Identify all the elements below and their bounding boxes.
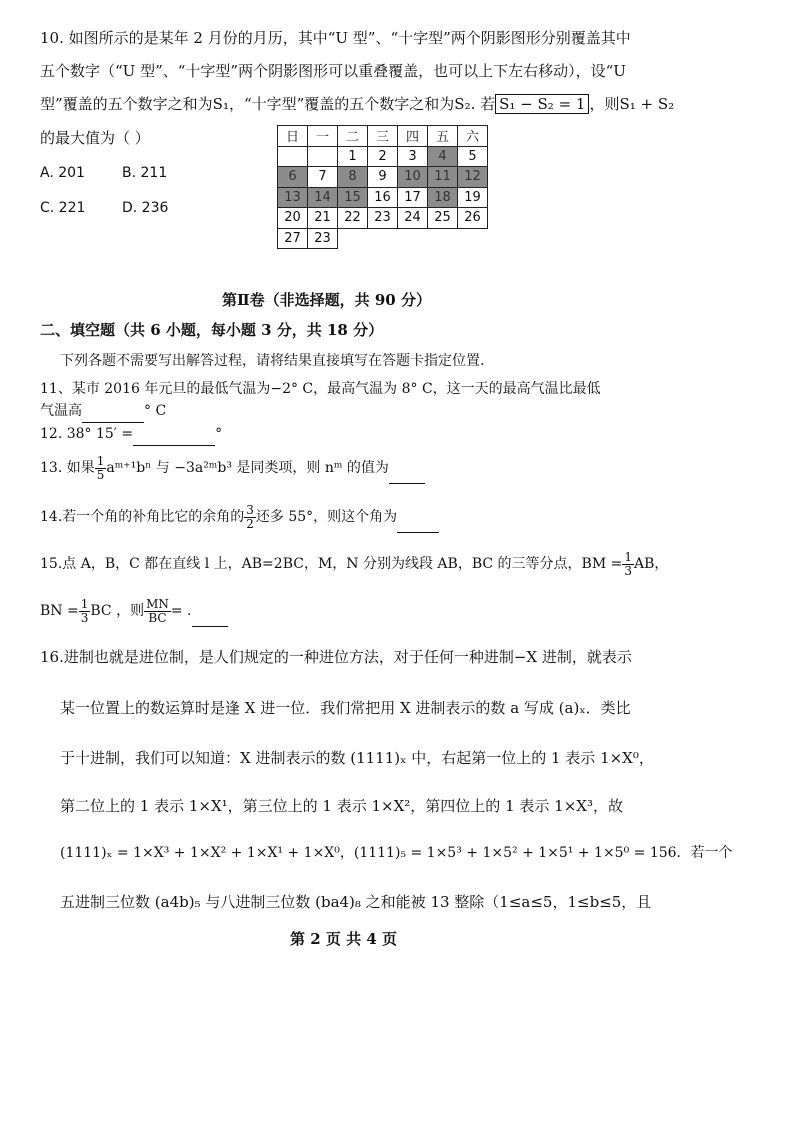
calendar-row xyxy=(278,228,488,249)
calendar-cell: 21 xyxy=(308,208,338,229)
calendar-cell-empty xyxy=(338,228,368,249)
calendar-cell: 23 xyxy=(368,208,398,229)
q15-answer-blank[interactable] xyxy=(192,596,228,627)
q10-line3-text: 型”覆盖的五个数字之和为S₁，“十字型”覆盖的五个数字之和为S₂. 若 xyxy=(40,95,496,113)
q13-line xyxy=(40,453,425,484)
calendar-cell: 3 xyxy=(398,146,428,167)
calendar-cell-empty xyxy=(368,228,398,249)
calendar-header-row xyxy=(278,126,488,147)
option-a: A. 201 xyxy=(40,165,85,181)
q16-line3: 于十进制，我们可以知道：X 进制表示的数 (1111)ₓ 中，右起第一位上的 1 表示 1×X⁰， xyxy=(60,749,654,767)
q14-frac-den: 2 xyxy=(246,516,254,531)
q15-ratio-tail: = . xyxy=(170,603,192,619)
q15-bn-head: BN = xyxy=(40,603,79,619)
calendar-cell: 27 xyxy=(278,228,308,249)
calendar-header-cell: 四 xyxy=(398,126,428,147)
q14-fraction xyxy=(244,504,256,531)
calendar-cell-shaded: 10 xyxy=(398,167,428,188)
calendar-cell-shaded: 6 xyxy=(278,167,308,188)
calendar-cell-shaded: 4 xyxy=(428,146,458,167)
q12-answer-blank[interactable] xyxy=(133,423,215,446)
q12-text: 12. 38° 15′ = xyxy=(40,426,134,442)
q16-line1: 16.进制也就是进位制，是人们规定的一种进位方法，对于任何一种进制−X 进制，就表示 xyxy=(40,648,632,666)
q10-line1: 10. 如图所示的是某年 2 月份的月历，其中“U 型”、“十字型”两个阴影图形分别覆盖其中 xyxy=(40,29,631,47)
calendar-cell-shaded: 14 xyxy=(308,187,338,208)
calendar-cell: 1 xyxy=(338,146,368,167)
option-d: D. 236 xyxy=(122,200,169,216)
section2-title: 第Ⅱ卷（非选择题，共 90 分） xyxy=(222,291,431,309)
q11-text: 气温高 xyxy=(40,403,82,419)
calendar-cell-empty xyxy=(458,228,488,249)
q11-unit: ° C xyxy=(144,403,167,419)
fill-instruction: 下列各题不需要写出解答过程，请将结果直接填写在答题卡指定位置. xyxy=(60,353,485,369)
q13-answer-blank[interactable] xyxy=(389,453,425,484)
calendar-cell xyxy=(308,146,338,167)
calendar-header-cell: 日 xyxy=(278,126,308,147)
fill-heading: 二、填空题（共 6 小题，每小题 3 分，共 18 分） xyxy=(40,321,384,339)
q12-line xyxy=(40,423,222,446)
q15-bm-tail: AB， xyxy=(634,556,669,572)
calendar-cell: 20 xyxy=(278,208,308,229)
calendar-cell-shaded: 8 xyxy=(338,167,368,188)
q12-unit: ° xyxy=(215,426,223,442)
calendar-cell: 26 xyxy=(458,208,488,229)
q14-prefix: 14.若一个角的补角比它的余角的 xyxy=(40,509,245,525)
calendar-cell-empty xyxy=(398,228,428,249)
q10-line2: 五个数字（“U 型”、“十字型”两个阴影图形可以重叠覆盖，也可以上下左右移动），设“U xyxy=(40,62,626,80)
q11-line2 xyxy=(40,400,166,423)
q15-ratio-den: BC xyxy=(148,610,167,625)
q10-condition-box: S₁ − S₂ = 1 xyxy=(495,94,589,114)
calendar-cell-shaded: 18 xyxy=(428,187,458,208)
calendar-cell: 24 xyxy=(398,208,428,229)
q10-line4: 的最大值为（ ） xyxy=(40,129,150,147)
q15-text: 15.点 A，B，C 都在直线 l 上，AB=2BC，M，N 分别为线段 AB，BC 的三等分点，BM = xyxy=(40,556,623,572)
calendar-cell: 2 xyxy=(368,146,398,167)
calendar-cell-shaded: 15 xyxy=(338,187,368,208)
q15-bm-fraction xyxy=(622,551,634,578)
calendar-cell xyxy=(278,146,308,167)
calendar-cell: 19 xyxy=(458,187,488,208)
q14-answer-blank[interactable] xyxy=(397,502,439,533)
calendar-cell: 23 xyxy=(308,228,338,249)
q13-prefix: 13. 如果 xyxy=(40,460,95,476)
option-b: B. 211 xyxy=(122,165,168,181)
q11-answer-blank[interactable] xyxy=(82,400,144,423)
calendar-cell-shaded: 11 xyxy=(428,167,458,188)
calendar-cell: 25 xyxy=(428,208,458,229)
calendar-cell-shaded: 12 xyxy=(458,167,488,188)
calendar-header-cell: 二 xyxy=(338,126,368,147)
calendar-row xyxy=(278,187,488,208)
q16-line6: 五进制三位数 (a4b)₅ 与八进制三位数 (ba4)₈ 之和能被 13 整除（1≤a≤5，1≤b≤5，且 xyxy=(60,893,652,911)
q10-line3 xyxy=(40,93,674,115)
calendar-cell: 16 xyxy=(368,187,398,208)
calendar-cell: 17 xyxy=(398,187,428,208)
calendar-cell: 22 xyxy=(338,208,368,229)
calendar-cell-shaded: 13 xyxy=(278,187,308,208)
calendar-cell: 7 xyxy=(308,167,338,188)
q16-line5: (1111)ₓ = 1×X³ + 1×X² + 1×X¹ + 1×X⁰，(1111)₅ = 1×5³ + 1×5² + 1×5¹ + 1×5⁰ = 156．若一个 xyxy=(60,845,733,861)
q14-suffix: 还多 55°，则这个角为 xyxy=(255,509,398,525)
calendar-header-cell: 六 xyxy=(458,126,488,147)
q15-bn-den: 3 xyxy=(80,610,89,625)
calendar-row xyxy=(278,167,488,188)
q16-line2: 某一位置上的数运算时是逢 X 进一位．我们常把用 X 进制表示的数 a 写成 (a)ₓ．类比 xyxy=(60,699,631,717)
calendar-header-cell: 三 xyxy=(368,126,398,147)
q16-line4: 第二位上的 1 表示 1×X¹，第三位上的 1 表示 1×X²，第四位上的 1 表示 1×X³，故 xyxy=(60,797,623,815)
q13-frac-den: 5 xyxy=(96,467,105,482)
q15-bm-den: 3 xyxy=(624,563,632,578)
q15-ratio-num: MN xyxy=(146,596,169,611)
q15-ratio-fraction xyxy=(144,598,171,625)
calendar-header-cell: 五 xyxy=(428,126,458,147)
calendar-header-cell: 一 xyxy=(308,126,338,147)
q15-bn-tail: BC ，则 xyxy=(90,603,145,619)
calendar-row xyxy=(278,146,488,167)
q13-frac-num: 1 xyxy=(96,453,105,468)
q14-line xyxy=(40,502,439,533)
q15-bm-num: 1 xyxy=(624,549,632,564)
q13-expression: aᵐ⁺¹bⁿ 与 −3a²ᵐb³ 是同类项，则 nᵐ 的值为 xyxy=(106,460,389,476)
option-c: C. 221 xyxy=(40,200,86,216)
calendar-cell: 9 xyxy=(368,167,398,188)
q14-frac-num: 3 xyxy=(246,502,254,517)
calendar-table xyxy=(277,125,488,249)
q15-bn-num: 1 xyxy=(80,596,89,611)
calendar-cell: 5 xyxy=(458,146,488,167)
q10-line3-tail: ，则S₁ + S₂ xyxy=(589,95,675,113)
calendar-row xyxy=(278,208,488,229)
q13-fraction xyxy=(95,455,107,482)
q15-line1 xyxy=(40,549,668,579)
page-footer: 第 2 页 共 4 页 xyxy=(290,930,397,948)
q15-bn-fraction xyxy=(79,598,91,625)
calendar-cell-empty xyxy=(428,228,458,249)
q15-line2 xyxy=(40,596,228,627)
q11-line1: 11、某市 2016 年元旦的最低气温为−2° C，最高气温为 8° C，这一天的最高气温比最低 xyxy=(40,381,601,397)
